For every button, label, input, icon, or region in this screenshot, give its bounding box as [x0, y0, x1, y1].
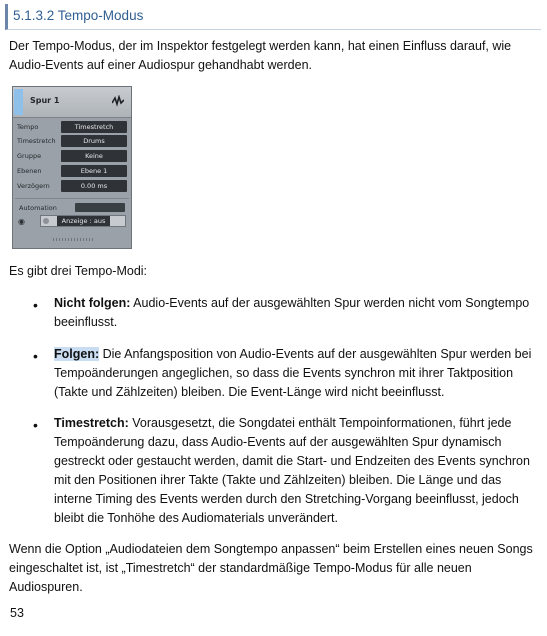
inspector-titlebar [13, 87, 131, 118]
page-number: 53 [10, 606, 24, 620]
row-label: Verzögern [17, 182, 50, 190]
inspector-row-gruppe [13, 150, 131, 163]
list-item-text: Audio-Events auf der ausgewählten Spur werden nicht vom Songtempo [130, 296, 530, 310]
list-item-text: Tempoänderung dazu, dass Audio-Events auf der ausgewählten Spur dynamisch [54, 435, 502, 449]
list-item-text: beeinflusst. [54, 315, 118, 329]
intro-line-2: Audio-Events auf einer Audiospur gehandhabt werden. [9, 58, 312, 72]
track-color-strip [14, 89, 23, 115]
track-name: Spur 1 [30, 96, 60, 105]
modes-intro: Es gibt drei Tempo-Modi: [9, 264, 148, 278]
row-label: Ebenen [17, 167, 42, 175]
resize-grip[interactable] [53, 238, 93, 241]
intro-line-1: Der Tempo-Modus, der im Inspektor festgelegt werden kann, hat einen Einfluss darauf, wie [9, 39, 512, 53]
closing-line-2: eingeschaltet ist, ist „Timestretch“ der standardmäßige Tempo-Modus für alle neuen Audiospuren. [9, 561, 472, 594]
bullet-icon: • [33, 417, 38, 433]
automation-bar[interactable] [75, 203, 125, 212]
section-heading-box [5, 4, 541, 30]
closing-paragraph [9, 540, 537, 597]
divider [15, 198, 129, 199]
inspector-row-verzoegern [13, 180, 131, 193]
list-item-folgen [54, 345, 542, 402]
bullet-icon: • [33, 297, 38, 313]
list-item-text: (Takte und Zählzeiten) bleiben. Die Event-Länge wird nicht beeinflusst. [54, 385, 445, 399]
list-item-text: mit den Positionen ihrer Takte (Takte und Zählzeiten) bleiben. Die Länge und das [54, 473, 502, 487]
row-label: Timestretch [17, 137, 56, 145]
waveform-icon [112, 95, 124, 107]
intro-paragraph [9, 37, 537, 75]
display-value[interactable]: Anzeige : aus [57, 216, 110, 226]
list-item-timestretch [54, 414, 542, 528]
inspector-panel-image [12, 86, 132, 249]
delay-field[interactable]: 0.00 ms [61, 180, 127, 192]
layers-select[interactable]: Ebene 1 [61, 165, 127, 177]
list-item-text: Tempoänderungen angeglichen, so dass die Events synchron mit ihrer Taktposition [54, 366, 514, 380]
term-timestretch: Timestretch: [54, 416, 129, 430]
inspector-row-timestretch [13, 135, 131, 148]
list-item-text: interne Timing des Events werden durch den Stretching-Vorgang beeinflusst, jedoch [54, 492, 519, 506]
term-nicht-folgen: Nicht folgen: [54, 296, 131, 310]
row-label: Gruppe [17, 152, 42, 160]
list-item-nicht-folgen [54, 294, 542, 332]
tempo-mode-select[interactable]: Timestretch [61, 121, 127, 133]
inspector-row-tempo [13, 121, 131, 134]
term-folgen: Folgen: [54, 347, 100, 361]
inspector-row-ebenen [13, 165, 131, 178]
list-item-text: bleibt die Tonhöhe des Audiomaterials unverändert. [54, 511, 338, 525]
automation-display-control[interactable] [40, 215, 126, 227]
group-select[interactable]: Keine [61, 150, 127, 162]
knob-icon [43, 218, 49, 224]
section-heading: 5.1.3.2 Tempo-Modus [13, 8, 144, 23]
closing-line-1: Wenn die Option „Audiodateien dem Songtempo anpassen“ beim Erstellen eines neuen Songs [9, 542, 533, 556]
eye-icon[interactable]: ◉ [18, 217, 25, 226]
automation-label: Automation [19, 204, 57, 212]
list-item-text: Vorausgesetzt, die Songdatei enthält Tempoinformationen, führt jede [128, 416, 512, 430]
list-item-text: Die Anfangsposition von Audio-Events auf der ausgewählten Spur werden bei [99, 347, 532, 361]
timestretch-select[interactable]: Drums [61, 135, 127, 147]
row-label: Tempo [17, 123, 39, 131]
bullet-icon: • [33, 348, 38, 364]
list-item-text: gestreckt oder gestaucht werden, damit die Start- und Endzeiten des Events synchron [54, 454, 530, 468]
